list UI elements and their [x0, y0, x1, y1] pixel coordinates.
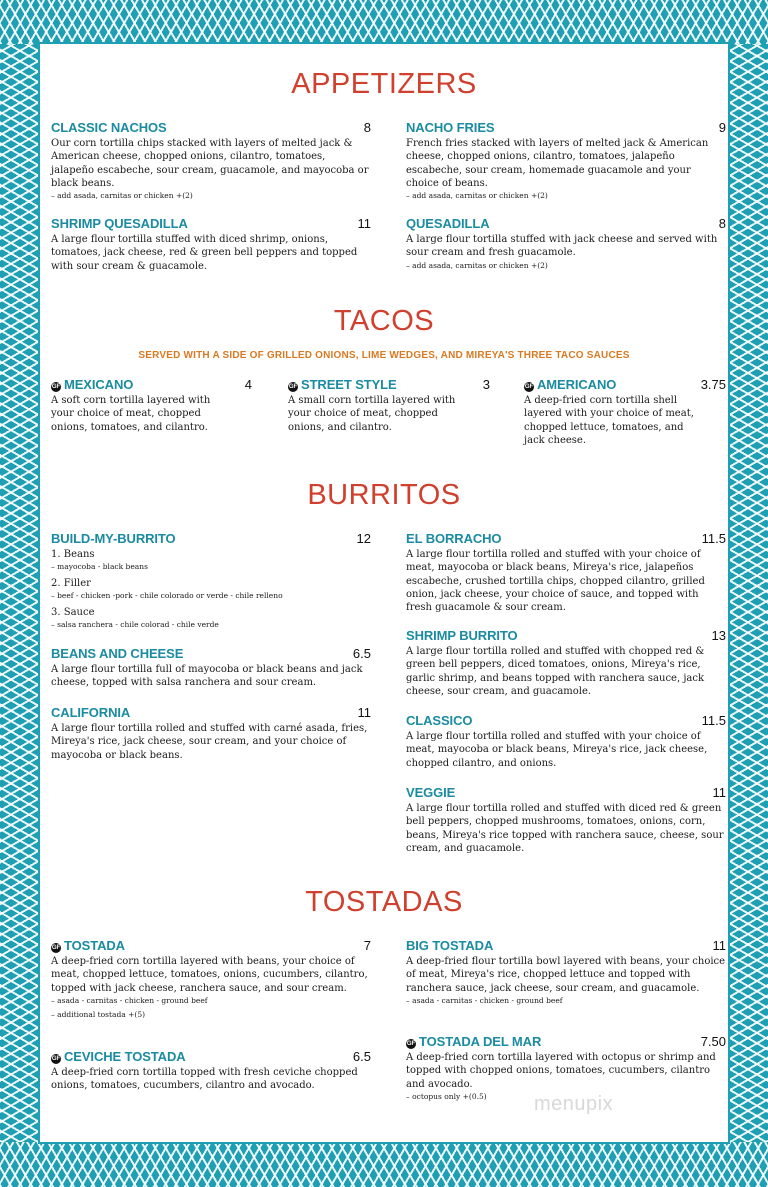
- item-price: 11: [357, 705, 371, 720]
- item-price: 9: [718, 120, 726, 135]
- item-name: [406, 1034, 726, 1050]
- tacos-subtitle: SERVED WITH A SIDE OF GRILLED ONIONS, LIME WEDGES, AND MIREYA'S THREE TACO SAUCES: [138, 350, 630, 361]
- item-name: EL BORRACHO: [406, 531, 502, 546]
- item-note: – asada - carnitas - chicken - ground beef: [51, 995, 208, 1005]
- menu-item-shrimp-burrito: [406, 628, 726, 698]
- item-description: A deep-fried corn tortilla shell layered with your choice of meat, chopped lettuce, tomatoes, and jack cheese.: [524, 395, 694, 446]
- gluten-free-icon: GF: [288, 384, 298, 390]
- item-name-text: MEXICANO: [64, 377, 134, 392]
- item-description: French fries stacked with layers of melted jack & American cheese, chopped onions, cilantro, tomatoes, jalapeño escabeche, sour cream, homemade guacamole and your choice of beans.: [406, 138, 709, 189]
- item-description: A deep-fried corn tortilla topped with fresh ceviche chopped onions, tomatoes, cucumbers, cilantro and avocado.: [51, 1067, 358, 1092]
- item-name-text: STREET STYLE: [301, 377, 397, 392]
- build-step-filler: 2. Filler: [51, 578, 91, 589]
- item-description: A deep-fried corn tortilla layered with beans, your choice of meat, chopped lettuce, tomatoes, onions, cucumbers, cilantro, topped with jack cheese, ranchera sauce, and sour cream.: [51, 956, 368, 994]
- item-price: 12: [356, 531, 371, 546]
- gluten-free-icon: GF: [524, 384, 534, 390]
- item-price: 13: [711, 628, 726, 643]
- item-name: SHRIMP QUESADILLA: [51, 216, 188, 231]
- item-price: 3: [482, 377, 490, 392]
- section-title-appetizers: APPETIZERS: [291, 68, 477, 100]
- item-description: A large flour tortilla rolled and stuffed with your choice of meat, mayocoba or black beans, Mireya's rice, jack cheese, chopped cilantro, and onions.: [406, 731, 708, 769]
- item-name: [51, 938, 371, 954]
- menu-item-americano: [524, 377, 726, 447]
- item-price: 11: [712, 785, 726, 800]
- item-name: CALIFORNIA: [51, 705, 131, 720]
- item-description: A large flour tortilla rolled and stuffed with diced red & green bell peppers, chopped mushrooms, tomatoes, onions, corn, beans, Mireya's rice topped with ranchera sauce, cheese, sour cream, and guacamole.: [406, 803, 724, 854]
- menu-item-veggie: [406, 785, 726, 855]
- item-name: [524, 377, 726, 393]
- build-step-beans-options: – mayocoba - black beans: [51, 562, 148, 571]
- item-description: A large flour tortilla rolled and stuffed with carné asada, fries, Mireya's rice, jack cheese, sour cream, and your choice of mayocoba or black beans.: [51, 723, 368, 761]
- item-description: A large flour tortilla stuffed with diced shrimp, onions, tomatoes, jack cheese, red & green bell peppers and topped with sour cream & guacamole.: [51, 234, 358, 272]
- item-name: SHRIMP BURRITO: [406, 628, 518, 643]
- watermark: menupix: [534, 1093, 614, 1115]
- item-name: NACHO FRIES: [406, 120, 495, 135]
- menu-item-el-borracho: [406, 531, 726, 614]
- item-name: QUESADILLA: [406, 216, 490, 231]
- item-note: – add asada, carnitas or chicken +(2): [406, 191, 548, 201]
- item-description: Our corn tortilla chips stacked with layers of melted jack & American cheese, chopped onions, cilantro, tomatoes, jalapeño escabeche, sour cream, guacamole, and mayocoba or black beans.: [51, 138, 369, 189]
- item-note: – add asada, carnitas or chicken +(2): [51, 191, 193, 201]
- item-name: CLASSICO: [406, 713, 473, 728]
- item-price: 11.5: [701, 531, 726, 546]
- menu-item-beans-and-cheese: [51, 646, 371, 690]
- item-name: BUILD-MY-BURRITO: [51, 531, 176, 546]
- item-name-text: TOSTADA DEL MAR: [419, 1034, 542, 1049]
- item-name-text: AMERICANO: [537, 377, 617, 392]
- menu-item-street-style: [288, 377, 490, 434]
- menu-item-mexicano: [51, 377, 252, 434]
- item-name: VEGGIE: [406, 785, 456, 800]
- build-step-sauce-options: – salsa ranchera - chile colorad - chile verde: [51, 620, 219, 629]
- menu-item-classic-nachos: [51, 120, 371, 201]
- item-name: BEANS AND CHEESE: [51, 646, 184, 661]
- menu-item-tostada-del-mar: [406, 1034, 726, 1102]
- item-price: 8: [363, 120, 371, 135]
- section-title-tacos: TACOS: [333, 305, 435, 337]
- item-name-text: TOSTADA: [64, 938, 125, 953]
- item-price: 11: [357, 216, 371, 231]
- gluten-free-icon: GF: [406, 1041, 416, 1047]
- item-name: [51, 1049, 371, 1065]
- menu-item-classico: [406, 713, 726, 770]
- section-title-burritos: BURRITOS: [307, 479, 461, 511]
- item-price: 11: [712, 938, 726, 953]
- menu-item-quesadilla: [406, 216, 726, 271]
- item-description: A soft corn tortilla layered with your choice of meat, chopped onions, tomatoes, and cilantro.: [51, 395, 211, 433]
- build-step-sauce: 3. Sauce: [51, 607, 95, 618]
- item-name: BIG TOSTADA: [406, 938, 494, 953]
- item-description: A small corn tortilla layered with your choice of meat, chopped onions, and cilantro.: [288, 395, 456, 433]
- item-description: A deep-fried corn tortilla layered with octopus or shrimp and topped with chopped onions, tomatoes, cucumbers, cilantro and avocado.: [406, 1052, 716, 1090]
- decorative-border-bottom: [0, 1142, 768, 1187]
- gluten-free-icon: GF: [51, 945, 61, 951]
- menu-item-nacho-fries: [406, 120, 726, 201]
- item-name-text: CEVICHE TOSTADA: [64, 1049, 186, 1064]
- item-note: – add asada, carnitas or chicken +(2): [406, 260, 548, 270]
- decorative-border-left: [0, 44, 40, 1142]
- menu-item-build-my-burrito: [51, 531, 371, 630]
- item-description: A large flour tortilla full of mayocoba or black beans and jack cheese, topped with salsa ranchera and sour cream.: [51, 664, 363, 689]
- item-name: [51, 377, 252, 393]
- menu-item-tostada: [51, 938, 371, 1020]
- item-note-additional: – additional tostada +(5): [51, 1009, 146, 1019]
- item-note: – octopus only +(0.5): [406, 1091, 487, 1101]
- item-price: 4: [244, 377, 252, 392]
- menu-item-california: [51, 705, 371, 762]
- item-name: CLASSIC NACHOS: [51, 120, 167, 135]
- item-description: A large flour tortilla stuffed with jack cheese and served with sour cream and fresh guacamole.: [406, 234, 718, 259]
- item-name: [288, 377, 490, 393]
- item-price: 7: [363, 938, 371, 953]
- item-price: 6.5: [352, 1049, 371, 1064]
- menu-item-shrimp-quesadilla: [51, 216, 371, 273]
- decorative-border-right: [728, 44, 768, 1142]
- item-description: A large flour tortilla rolled and stuffed with chopped red & green bell peppers, diced tomatoes, onions, Mireya's rice, garlic shrimp, and beans topped with ranchera sauce, jack cheese, sour cream, and guacamole.: [406, 646, 705, 697]
- item-price: 7.50: [700, 1034, 726, 1049]
- gluten-free-icon: GF: [51, 384, 61, 390]
- item-price: 11.5: [701, 713, 726, 728]
- item-price: 3.75: [700, 377, 726, 392]
- item-description: A large flour tortilla rolled and stuffed with your choice of meat, mayocoba or black beans, Mireya's rice, jalapeños escabeche, crushed tortilla chips, chopped cilantro, grilled onion, jack cheese, your choice of sauce, and topped with fresh guacamole & sour cream.: [406, 549, 705, 614]
- item-price: 8: [718, 216, 726, 231]
- decorative-border-top: [0, 0, 768, 44]
- item-description: A deep-fried flour tortilla bowl layered with beans, your choice of meat, Mireya's rice, chopped lettuce and topped with ranchera sauce, jack cheese, sour cream, and guacamole.: [406, 956, 726, 994]
- menu-item-ceviche-tostada: [51, 1049, 371, 1093]
- section-title-tostadas: TOSTADAS: [305, 886, 463, 918]
- item-price: 6.5: [352, 646, 371, 661]
- gluten-free-icon: GF: [51, 1056, 61, 1062]
- item-note: – asada - carnitas - chicken - ground beef: [406, 995, 563, 1005]
- menu-item-big-tostada: [406, 938, 726, 1006]
- build-step-beans: 1. Beans: [51, 549, 95, 560]
- build-step-filler-options: – beef - chicken -pork - chile colorado or verde - chile relleno: [51, 591, 283, 600]
